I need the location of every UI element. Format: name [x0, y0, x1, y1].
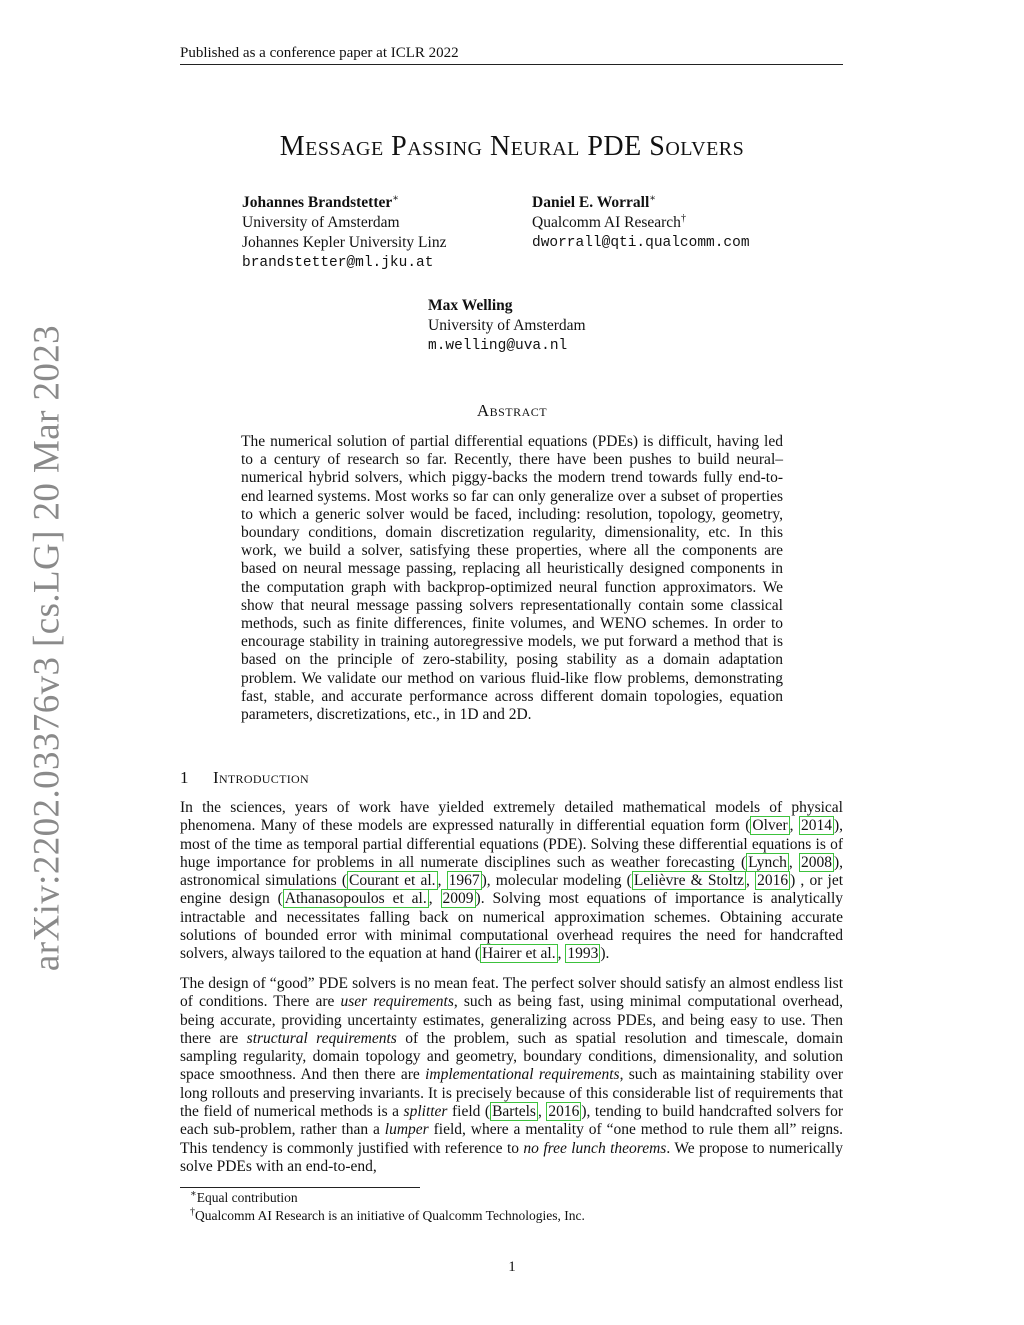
citation-link[interactable]: 2009: [442, 890, 474, 908]
citation-link[interactable]: Bartels: [492, 1103, 536, 1121]
citation-link[interactable]: Courant et al.: [349, 872, 436, 890]
author-affiliation: University of Amsterdam: [428, 317, 586, 334]
paragraph-text: The design of “good” PDE solvers is no mean feat. The perfect solver should satisfy an almost endless list of conditions. There are: [180, 975, 843, 1011]
author-block: [428, 296, 586, 356]
author-email[interactable]: brandstetter@ml.jku.at: [242, 255, 434, 271]
section-title: Introduction: [213, 768, 309, 787]
footnote-text: Equal contribution: [196, 1190, 298, 1205]
citation-link[interactable]: 2016: [757, 872, 789, 890]
emphasized-term: no free lunch theorems: [523, 1139, 667, 1157]
equal-contribution-mark: ∗: [392, 192, 400, 204]
footnote: [190, 1190, 298, 1206]
paragraph-text: . We propose to numerically solve PDEs with an end-to-end,: [180, 1139, 843, 1175]
footnote-rule: [180, 1187, 420, 1188]
citation-link[interactable]: 1993: [567, 945, 599, 963]
author-email[interactable]: m.welling@uva.nl: [428, 338, 568, 354]
page-number: 1: [508, 1259, 516, 1275]
citation-link[interactable]: Lynch: [748, 853, 787, 871]
paragraph-text: ,: [746, 872, 756, 890]
paragraph-text: ,: [788, 853, 799, 871]
emphasized-term: implementational requirements: [425, 1066, 620, 1084]
emphasized-term: lumper: [384, 1121, 429, 1139]
paragraph-text: ), molecular modeling (: [481, 872, 632, 890]
citation-link[interactable]: 2014: [800, 817, 832, 835]
citation-link[interactable]: 2008: [800, 853, 832, 871]
author-affiliation: Johannes Kepler University Linz: [242, 234, 447, 251]
author-affiliation: Qualcomm AI Research: [532, 214, 681, 231]
citation-link[interactable]: Olver: [752, 817, 788, 835]
paragraph-text: ), astronomical simulations (: [180, 853, 843, 890]
paragraph-text: ). Solving most equations of importance is analytically intractable and necessitates falling back on numerical approximation schemes. Obtaining accurate solutions of bounded error with minimal computational overhead requires the need for handcrafted solvers, always tailored to the equation at hand (: [180, 890, 844, 963]
author-email[interactable]: dworrall@qti.qualcomm.com: [532, 235, 750, 251]
paper-title: Message Passing Neural PDE Solvers: [279, 131, 745, 162]
paragraph-text: ) , or jet engine design (: [180, 872, 844, 908]
paragraph-text: ,: [557, 945, 566, 963]
paragraph-text: ,: [428, 890, 441, 908]
footnote-mark: †: [190, 1206, 195, 1218]
arxiv-identifier-stamp[interactable]: arXiv:2202.03376v3 [cs.LG] 20 Mar 2023: [26, 324, 68, 972]
paragraph-text: ).: [600, 945, 610, 963]
citation-link[interactable]: 1967: [448, 872, 480, 890]
footnote-mark: ∗: [190, 1188, 197, 1200]
introduction-paragraph: [180, 799, 843, 964]
affiliation-footnote-mark: †: [680, 212, 686, 224]
paragraph-text: of the problem, such as spatial resolution and timescale, domain sampling regularity, domain topology and geometry, boundary conditions, dimensionality, and solution space smoothness. And then there are: [180, 1029, 843, 1084]
emphasized-term: splitter: [403, 1103, 448, 1121]
paragraph-text: ,: [789, 817, 799, 835]
author-name: Max Welling: [428, 297, 513, 314]
section-number: 1: [180, 768, 189, 787]
abstract-heading: Abstract: [476, 401, 548, 420]
paragraph-text: field (: [447, 1103, 491, 1121]
emphasized-term: structural requirements: [246, 1029, 397, 1047]
author-name: Daniel E. Worrall: [532, 194, 650, 211]
emphasized-term: user requirements: [340, 993, 454, 1011]
citation-link[interactable]: Lelièvre & Stoltz: [633, 872, 745, 890]
author-affiliation: University of Amsterdam: [242, 214, 400, 231]
abstract-text: The numerical solution of partial differential equations (PDEs) is difficult, having led to a century of research so far. Recently, there have been pushes to build neural–numerical hybrid solvers, which piggy-backs the modern trend towards fully end-to-end learned systems. Most works so far can only generalize over a subset of properties to which a generic solver would be faced, including: resolution, topology, geometry, boundary conditions, domain discretization regularity, dimensionality, etc. In this work, we build a solver, satisfying these properties, where all the components are based on neural message passing, replacing all heuristically designed components in the computation graph with backprop-optimized neural function approximators. We show that neural message passing solvers representationally contain some classical methods, such as finite differences, finite volumes, and WENO schemes. In order to encourage stability in training autoregressive models, we put forward a method that is based on the principle of zero-stability, posing stability as a domain adaptation problem. We validate our method on various fluid-like flow problems, demonstrating fast, stable, and accurate performance across different domain topologies, equation parameters, discretizations, etc., in 1D and 2D.: [241, 433, 783, 724]
equal-contribution-mark: ∗: [649, 192, 657, 204]
author-block: [532, 193, 750, 253]
footnote-text: Qualcomm AI Research is an initiative of Qualcomm Technologies, Inc.: [195, 1208, 585, 1223]
paragraph-text: ), most of the time as temporal partial differential equations (PDE). Solving these differential equations is of huge importance for problems in all numerate disciplines such as weather forecasting (: [180, 817, 844, 871]
paragraph-text: ), tending to build handcrafted solvers for each sub-problem, rather than a: [180, 1103, 843, 1139]
section-heading: [180, 768, 309, 788]
author-name: Johannes Brandstetter: [242, 194, 393, 211]
paragraph-text: , such as being fast, using minimal computational overhead, being accurate, providing uncertainty estimates, generalizing across PDEs, and being easy to use. Then there are: [180, 993, 843, 1047]
citation-link[interactable]: Hairer et al.: [482, 945, 556, 963]
running-header: Published as a conference paper at ICLR 2022: [180, 45, 459, 61]
footnote: [190, 1208, 585, 1224]
header-rule: [180, 64, 843, 65]
paragraph-text: ,: [537, 1103, 547, 1121]
citation-link[interactable]: Athanasopoulos et al.: [284, 890, 427, 908]
paragraph-text: In the sciences, years of work have yielded extremely detailed mathematical models of physical phenomena. Many of these models are expressed naturally in differential equation form (: [180, 799, 843, 835]
paragraph-text: ,: [437, 872, 447, 890]
author-block: [242, 193, 446, 273]
introduction-paragraph: [180, 975, 843, 1176]
citation-link[interactable]: 2016: [548, 1103, 580, 1121]
paragraph-text: , such as maintaining stability over long rollouts and preserving invariants. It is precisely because of this considerable list of requirements that the field of numerical methods is a: [180, 1066, 843, 1121]
paragraph-text: field, where a mentality of “one method to rule them all” reigns. This tendency is commonly justified with reference to: [180, 1121, 843, 1157]
